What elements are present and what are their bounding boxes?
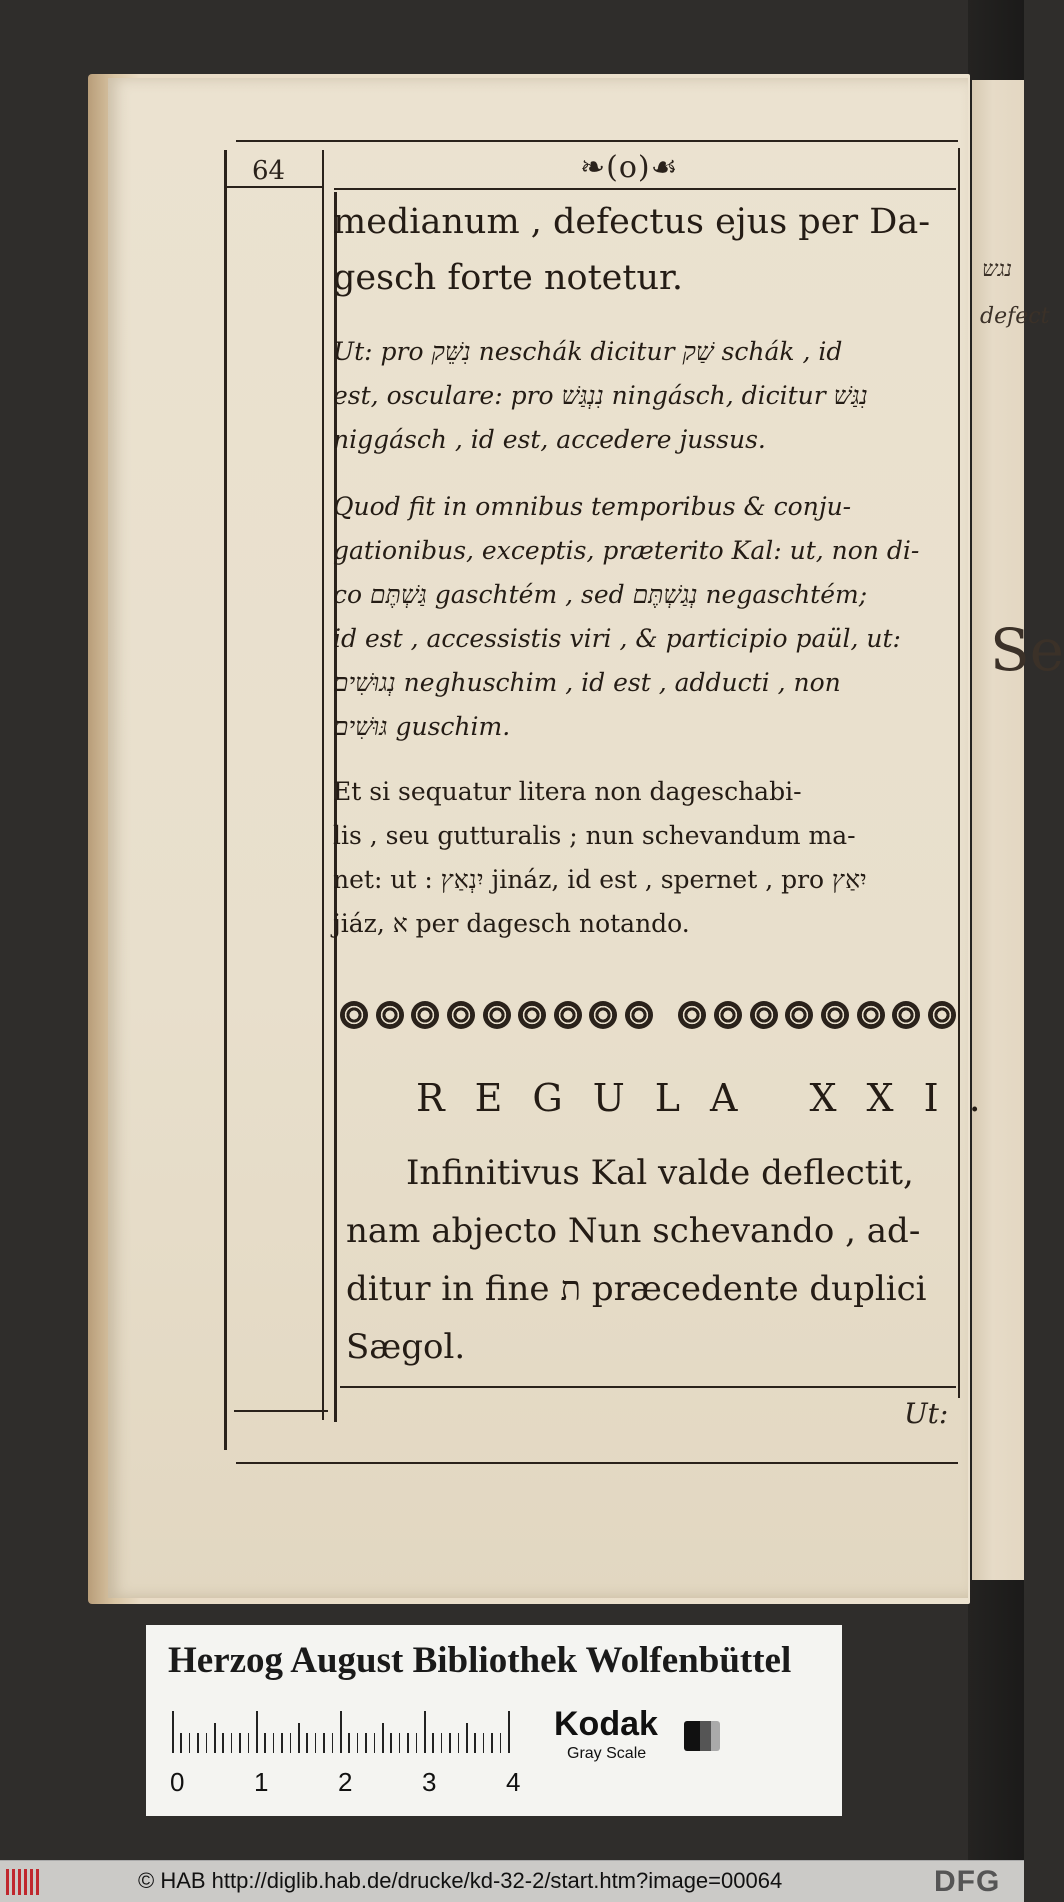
rosette-ornament [892, 1001, 920, 1029]
scale-tick [323, 1733, 325, 1753]
scale-tick [357, 1733, 359, 1753]
text-line: ditur in fine ת præcedente duplici [346, 1269, 927, 1309]
head-ornament: ❧(o)☙ [580, 150, 679, 185]
text-line: Sægol. [346, 1327, 466, 1367]
scale-tick [180, 1733, 182, 1753]
scale-tick [306, 1733, 308, 1753]
paragraph-3 [333, 485, 963, 749]
scale-tick [197, 1733, 199, 1753]
paragraph-1 [333, 194, 963, 306]
scale-tick [382, 1723, 384, 1753]
scale-tick [491, 1733, 493, 1753]
rosette-ornament [928, 1001, 956, 1029]
facing-page-fragment: Se [990, 616, 1064, 684]
rosette-ornament [483, 1001, 511, 1029]
text-line: Et si sequatur litera non dageschabi- [333, 777, 802, 806]
facing-page-fragment: נגש [982, 257, 1012, 282]
ornament-divider [340, 997, 956, 1033]
scale-tick [231, 1733, 233, 1753]
text-line: gesch forte notetur. [333, 258, 684, 298]
scale-tick [189, 1733, 191, 1753]
scale-tick [172, 1711, 174, 1753]
scale-tick [390, 1733, 392, 1753]
facing-page-edge [972, 80, 1064, 1580]
scale-number: 2 [338, 1767, 353, 1797]
paragraph-2 [333, 330, 963, 462]
scale-number: 1 [254, 1767, 269, 1797]
rosette-ornament [447, 1001, 475, 1029]
rosette-ornament [714, 1001, 742, 1029]
scale-tick [399, 1733, 401, 1753]
scale-tick [474, 1733, 476, 1753]
scale-tick [248, 1733, 250, 1753]
kodak-logo: Kodak [554, 1705, 658, 1743]
margin-foot-rule [234, 1410, 328, 1412]
scale-tick [500, 1733, 502, 1753]
frame-bottom-rule [236, 1462, 958, 1464]
text-line: co גַּשְׁתֶּם gaschtém , sed נְגַשְׁתֶּם negaschtém; [333, 580, 868, 609]
scale-tick [432, 1733, 434, 1753]
text-line: גּוּשִׁים guschim. [333, 712, 511, 741]
scale-tick [290, 1733, 292, 1753]
scale-tick [332, 1733, 334, 1753]
margin-inner-rule [322, 150, 324, 1420]
text-line: נְגוּשִׁים neghuschim , id est , adducti , non [333, 668, 841, 697]
hab-logo-icon [6, 1869, 40, 1895]
rosette-ornament [857, 1001, 885, 1029]
scale-tick [374, 1733, 376, 1753]
scale-tick [466, 1723, 468, 1753]
rosette-ornament [518, 1001, 546, 1029]
scale-number: 4 [506, 1767, 521, 1797]
rosette-ornament [411, 1001, 439, 1029]
text-line: lis , seu gutturalis ; nun schevandum ma- [333, 821, 856, 850]
text-foot-rule [340, 1386, 956, 1388]
scale-tick [458, 1733, 460, 1753]
source-link[interactable]: © HAB http://diglib.hab.de/drucke/kd-32-2/start.htm?image=00064 [138, 1868, 783, 1893]
rosette-ornament [750, 1001, 778, 1029]
ornament-gap [661, 1001, 671, 1029]
scale-tick [348, 1733, 350, 1753]
text-line: nam abjecto Nun schevando , ad- [346, 1211, 921, 1251]
text-line: jiáz, א per dagesch notando. [333, 909, 690, 938]
scale-tick [222, 1733, 224, 1753]
dfg-logo: DFG [934, 1865, 1001, 1898]
rosette-ornament [376, 1001, 404, 1029]
scale-number: 3 [422, 1767, 437, 1797]
scale-tick [416, 1733, 418, 1753]
scale-tick [273, 1733, 275, 1753]
gray-patch [684, 1721, 720, 1751]
scale-tick [449, 1733, 451, 1753]
text-line: Infinitivus Kal valde deflectit, [406, 1153, 914, 1193]
margin-head-rule [226, 186, 322, 188]
rule-paragraph [346, 1144, 958, 1376]
text-line: net: ut : יִנְאַץ jináz, id est , spernet , pro יִאַץ [333, 865, 867, 894]
frame-left-rule [224, 150, 227, 1450]
scale-tick [206, 1733, 208, 1753]
scale-tick [264, 1733, 266, 1753]
scale-tick [256, 1711, 258, 1753]
scale-tick [441, 1733, 443, 1753]
rosette-ornament [554, 1001, 582, 1029]
scale-tick [340, 1711, 342, 1753]
scale-tick [483, 1733, 485, 1753]
frame-top-rule [236, 140, 958, 142]
scale-tick [407, 1733, 409, 1753]
rosette-ornament [625, 1001, 653, 1029]
rosette-ornament [340, 1001, 368, 1029]
text-line: id est , accessistis viri , & participio paül, ut: [333, 624, 901, 653]
scale-tick [424, 1711, 426, 1753]
paragraph-4 [333, 770, 963, 946]
scale-tick [239, 1733, 241, 1753]
viewer-footer [0, 1860, 1024, 1902]
rule-heading: REGULA XXI. [416, 1076, 1011, 1120]
text-line: gationibus, exceptis, præterito Kal: ut, non di- [333, 536, 920, 565]
rosette-ornament [785, 1001, 813, 1029]
text-line: est, osculare: pro נִנְגַּשׁ ningásch, dicitur נִגַּשׁ [333, 381, 868, 410]
rosette-ornament [821, 1001, 849, 1029]
scale-tick [281, 1733, 283, 1753]
text-line: Ut: pro נִשֵּׁק neschák dicitur שַׁק schák , id [333, 337, 843, 366]
scale-tick [214, 1723, 216, 1753]
scale-tick [298, 1723, 300, 1753]
card-title: Herzog August Bibliothek Wolfenbüttel [168, 1640, 792, 1681]
facing-page-fragment: defect [980, 304, 1050, 329]
text-line: medianum , defectus ejus per Da- [333, 202, 931, 242]
gray-scale-label: Gray Scale [567, 1745, 647, 1762]
text-head-rule [334, 188, 956, 190]
scale-number: 0 [170, 1767, 185, 1797]
library-color-card [146, 1625, 842, 1816]
measurement-scale [172, 1711, 512, 1753]
text-line: niggásch , id est, accedere jussus. [333, 425, 766, 454]
scale-tick [365, 1733, 367, 1753]
rosette-ornament [589, 1001, 617, 1029]
scale-tick [315, 1733, 317, 1753]
rosette-ornament [678, 1001, 706, 1029]
scale-tick [508, 1711, 510, 1753]
text-line: Quod fit in omnibus temporibus & conju- [333, 492, 852, 521]
catchword: Ut: [904, 1397, 949, 1430]
page-number: 64 [252, 156, 286, 186]
